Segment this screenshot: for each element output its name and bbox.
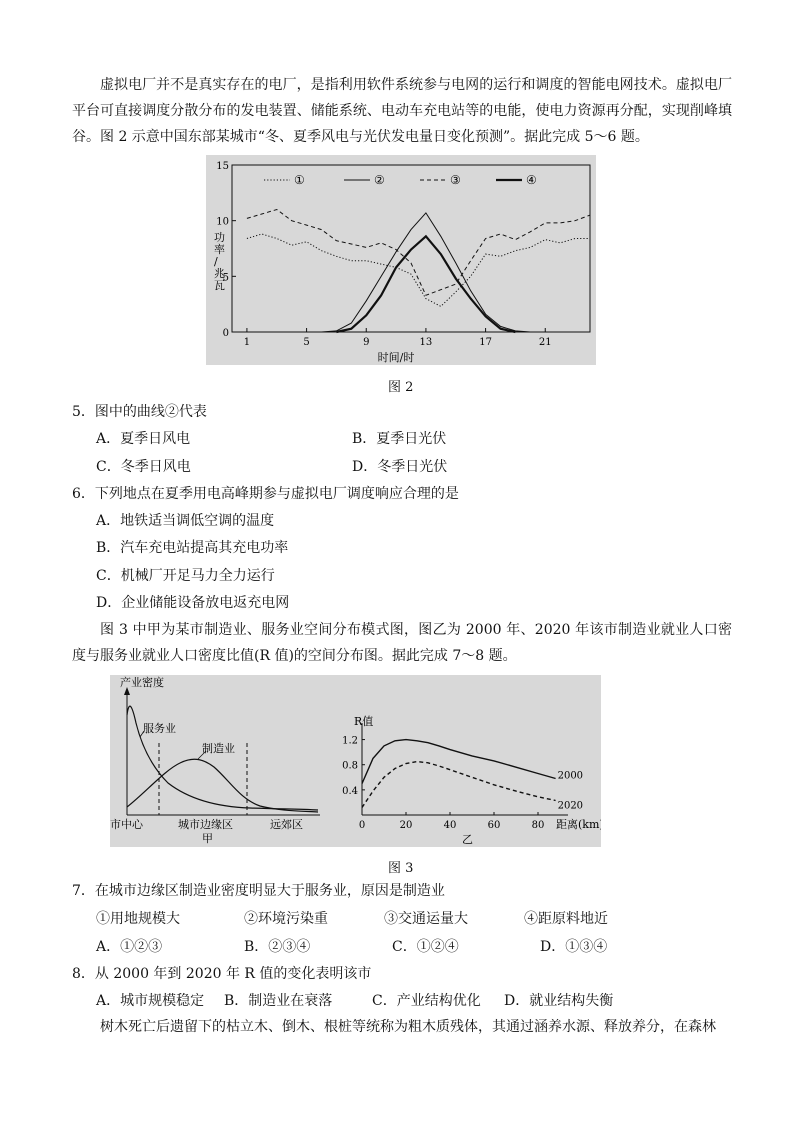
q7-statement-2: ②环境污染重 <box>244 911 328 927</box>
q6-stem: 6．下列地点在夏季用电高峰期参与虚拟电厂调度响应合理的是 <box>72 486 459 502</box>
q5-stem: 5．图中的曲线②代表 <box>72 404 207 420</box>
fig3-yi-lines <box>362 740 583 812</box>
fig2-xtick-label: 5 <box>303 337 310 348</box>
yi-ytick-label: 1.2 <box>342 735 358 747</box>
fig2-legend <box>264 173 537 187</box>
intro-paragraph-1: 虚拟电厂并不是真实存在的电厂，是指利用软件系统参与电网的运行和调度的智能电网技术。虚拟电厂平台可直接调度分散分布的发电装置、储能系统、电动车充电站等的电能，使电力资源再分配，实现削峰填谷。图 2 示意中国东部某城市“冬、夏季风电与光伏发电量日变化预测”。据此完成 5～6 题。 <box>72 77 732 145</box>
yi-panel-label: 乙 <box>462 833 473 846</box>
fig2-axes <box>216 161 590 348</box>
fig2-legend-label: ① <box>294 173 305 187</box>
fig2-series-4 <box>336 236 515 332</box>
q8-option-b[interactable]: B．制造业在衰落 <box>224 993 333 1009</box>
q6-option-d[interactable]: D．企业储能设备放电返充电网 <box>96 595 290 611</box>
yi-series-2000 <box>362 740 556 784</box>
fig3-yi-axes <box>342 723 568 831</box>
intro-paragraph-3: 树木死亡后遗留下的枯立木、倒木、根桩等统称为粗木质残体，其通过涵养水源、释放养分，在森林 <box>100 1019 716 1035</box>
q8-stem: 8．从 2000 年到 2020 年 R 值的变化表明该市 <box>72 966 372 982</box>
jia-zone-center: 市中心 <box>110 818 143 831</box>
q6-option-b[interactable]: B．汽车充电站提高其充电功率 <box>96 540 289 556</box>
yi-xlabel: 距离(km) <box>556 818 601 831</box>
fig3-svg <box>110 675 601 847</box>
q5-option-a[interactable]: A．夏季日风电 <box>96 431 191 447</box>
jia-ylabel: 产业密度 <box>120 676 164 689</box>
yi-xtick-label: 0 <box>358 820 366 831</box>
fig2-svg <box>206 155 596 365</box>
jia-zone-edge: 城市边缘区 <box>178 818 233 831</box>
yi-series-2020 <box>362 762 556 808</box>
yi-ylabel: R值 <box>354 715 374 728</box>
jia-panel-label: 甲 <box>202 832 213 845</box>
yi-series-label: 2020 <box>557 800 584 812</box>
figure-2-caption: 图 2 <box>388 380 414 395</box>
fig2-xtick-label: 9 <box>363 337 370 348</box>
yi-xtick-label: 60 <box>487 820 501 831</box>
q6-option-a[interactable]: A．地铁适当调低空调的温度 <box>96 513 275 529</box>
fig2-ytick-label: 10 <box>216 216 229 228</box>
jia-service-label: 服务业 <box>143 722 176 735</box>
q7-statement-3: ③交通运量大 <box>384 911 468 927</box>
jia-zone-suburb: 远郊区 <box>270 818 303 831</box>
q8-option-d[interactable]: D．就业结构失衡 <box>504 993 614 1009</box>
q7-option-b[interactable]: B．②③④ <box>244 939 311 955</box>
q7-option-c[interactable]: C．①②④ <box>392 939 459 955</box>
fig2-xlabel: 时间/时 <box>377 351 415 364</box>
q7-statement-4: ④距原料地近 <box>524 911 608 927</box>
fig2-ytick-label: 0 <box>222 328 229 339</box>
fig2-ytick-label: 5 <box>222 272 229 284</box>
fig2-lines <box>247 210 590 333</box>
intro-paragraph-2: 图 3 中甲为某市制造业、服务业空间分布模式图，图乙为 2000 年、2020 年该市制造业就业人口密度与服务业就业人口密度比值(R 值)的空间分布图。据此完成 7～8 题。 <box>72 622 732 664</box>
yi-xtick-label: 20 <box>399 820 413 831</box>
q5-option-b[interactable]: B．夏季日光伏 <box>352 431 447 447</box>
q7-option-d[interactable]: D．①③④ <box>540 939 608 955</box>
fig2-xtick-label: 13 <box>419 337 433 348</box>
q7-statement-1: ①用地规模大 <box>96 911 180 927</box>
yi-series-label: 2000 <box>557 770 584 782</box>
yi-xtick-label: 40 <box>443 820 457 831</box>
fig2-legend-label: ③ <box>450 173 461 187</box>
q7-stem: 7．在城市边缘区制造业密度明显大于服务业，原因是制造业 <box>72 883 445 899</box>
fig2-series-3 <box>247 210 590 296</box>
fig2-legend-label: ④ <box>526 173 537 187</box>
q6-option-c[interactable]: C．机械厂开足马力全力运行 <box>96 568 275 584</box>
q5-option-c[interactable]: C．冬季日风电 <box>96 459 191 475</box>
fig2-series-1 <box>247 234 590 306</box>
q8-option-c[interactable]: C．产业结构优化 <box>372 993 481 1009</box>
fig2-series-2 <box>322 213 531 332</box>
figure-3-caption: 图 3 <box>388 861 414 876</box>
q8-option-a[interactable]: A．城市规模稳定 <box>96 993 205 1009</box>
q5-option-d[interactable]: D．冬季日光伏 <box>352 459 448 475</box>
fig2-xtick-label: 21 <box>538 337 552 348</box>
fig2-legend-label: ② <box>374 173 385 187</box>
fig2-ylabel: 功率/兆瓦 <box>214 231 225 292</box>
figure-3-chart <box>110 675 601 847</box>
jia-manufacture-label: 制造业 <box>202 742 235 755</box>
fig2-xtick-label: 1 <box>243 337 251 348</box>
fig3-jia-panel <box>110 675 320 845</box>
yi-ytick-label: 0.4 <box>342 785 358 797</box>
fig2-xtick-label: 17 <box>479 337 492 348</box>
fig2-ytick-label: 15 <box>216 161 229 172</box>
q7-option-a[interactable]: A．①②③ <box>96 939 163 955</box>
yi-ytick-label: 0.8 <box>342 760 358 772</box>
figure-2-chart <box>206 155 596 365</box>
yi-xtick-label: 80 <box>531 820 545 831</box>
